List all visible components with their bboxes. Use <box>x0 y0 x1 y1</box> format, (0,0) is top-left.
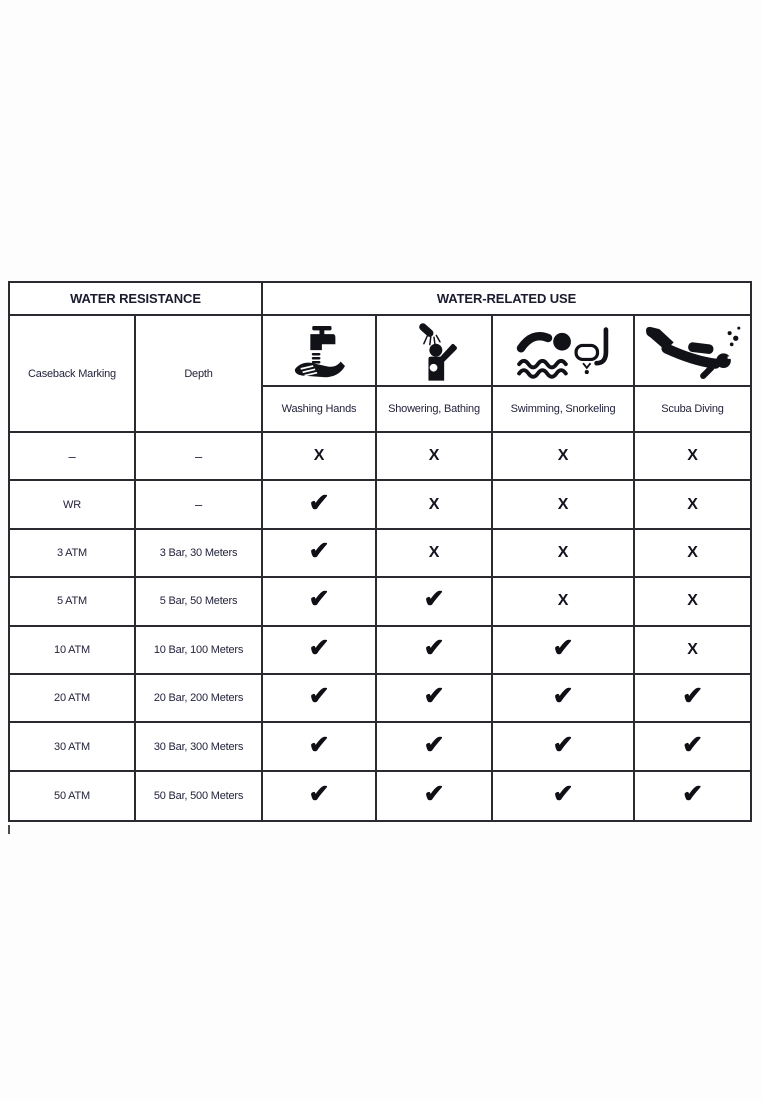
allowed-check-mark: ✔ <box>263 530 377 578</box>
depth-value: – <box>136 481 263 529</box>
swimming-snorkeling-label: Swimming, Snorkeling <box>493 387 635 433</box>
caseback-marking-value: 10 ATM <box>10 627 136 675</box>
showering-bathing-icon <box>377 316 493 387</box>
depth-value: 50 Bar, 500 Meters <box>136 772 263 820</box>
caseback-marking-value: 3 ATM <box>10 530 136 578</box>
not-allowed-x-mark: X <box>635 578 750 626</box>
water-resistance-header: WATER RESISTANCE <box>10 283 263 316</box>
caseback-marking-value: 5 ATM <box>10 578 136 626</box>
not-allowed-x-mark: X <box>377 433 493 481</box>
allowed-check-mark: ✔ <box>635 772 750 820</box>
allowed-check-mark: ✔ <box>263 627 377 675</box>
not-allowed-x-mark: X <box>493 530 635 578</box>
allowed-check-mark: ✔ <box>635 723 750 771</box>
not-allowed-x-mark: X <box>635 481 750 529</box>
allowed-check-mark: ✔ <box>493 627 635 675</box>
depth-value: 10 Bar, 100 Meters <box>136 627 263 675</box>
depth-value: 5 Bar, 50 Meters <box>136 578 263 626</box>
allowed-check-mark: ✔ <box>263 723 377 771</box>
allowed-check-mark: ✔ <box>635 675 750 723</box>
allowed-check-mark: ✔ <box>263 772 377 820</box>
allowed-check-mark: ✔ <box>377 627 493 675</box>
scuba-diving-label: Scuba Diving <box>635 387 750 433</box>
not-allowed-x-mark: X <box>493 481 635 529</box>
caseback-marking-value: 30 ATM <box>10 723 136 771</box>
not-allowed-x-mark: X <box>377 481 493 529</box>
caseback-marking-value: WR <box>10 481 136 529</box>
allowed-check-mark: ✔ <box>377 723 493 771</box>
not-allowed-x-mark: X <box>493 578 635 626</box>
caseback-marking-value: 50 ATM <box>10 772 136 820</box>
depth-column-header: Depth <box>136 316 263 433</box>
water-related-use-header: WATER-RELATED USE <box>263 283 750 316</box>
showering-bathing-label: Showering, Bathing <box>377 387 493 433</box>
washing-hands-label: Washing Hands <box>263 387 377 433</box>
not-allowed-x-mark: X <box>493 433 635 481</box>
caseback-marking-value: – <box>10 433 136 481</box>
allowed-check-mark: ✔ <box>263 675 377 723</box>
not-allowed-x-mark: X <box>263 433 377 481</box>
scuba-diving-icon <box>635 316 750 387</box>
allowed-check-mark: ✔ <box>493 675 635 723</box>
allowed-check-mark: ✔ <box>377 675 493 723</box>
allowed-check-mark: ✔ <box>377 578 493 626</box>
depth-value: 3 Bar, 30 Meters <box>136 530 263 578</box>
allowed-check-mark: ✔ <box>493 772 635 820</box>
depth-value: – <box>136 433 263 481</box>
caseback-marking-column-header: Caseback Marking <box>10 316 136 433</box>
water-resistance-table <box>8 281 752 822</box>
caseback-marking-value: 20 ATM <box>10 675 136 723</box>
not-allowed-x-mark: X <box>635 627 750 675</box>
not-allowed-x-mark: X <box>635 530 750 578</box>
not-allowed-x-mark: X <box>635 433 750 481</box>
swimming-snorkeling-icon <box>493 316 635 387</box>
allowed-check-mark: ✔ <box>377 772 493 820</box>
allowed-check-mark: ✔ <box>263 481 377 529</box>
washing-hands-icon <box>263 316 377 387</box>
depth-value: 30 Bar, 300 Meters <box>136 723 263 771</box>
depth-value: 20 Bar, 200 Meters <box>136 675 263 723</box>
table-bottom-edge-stub <box>8 825 10 834</box>
not-allowed-x-mark: X <box>377 530 493 578</box>
allowed-check-mark: ✔ <box>493 723 635 771</box>
allowed-check-mark: ✔ <box>263 578 377 626</box>
